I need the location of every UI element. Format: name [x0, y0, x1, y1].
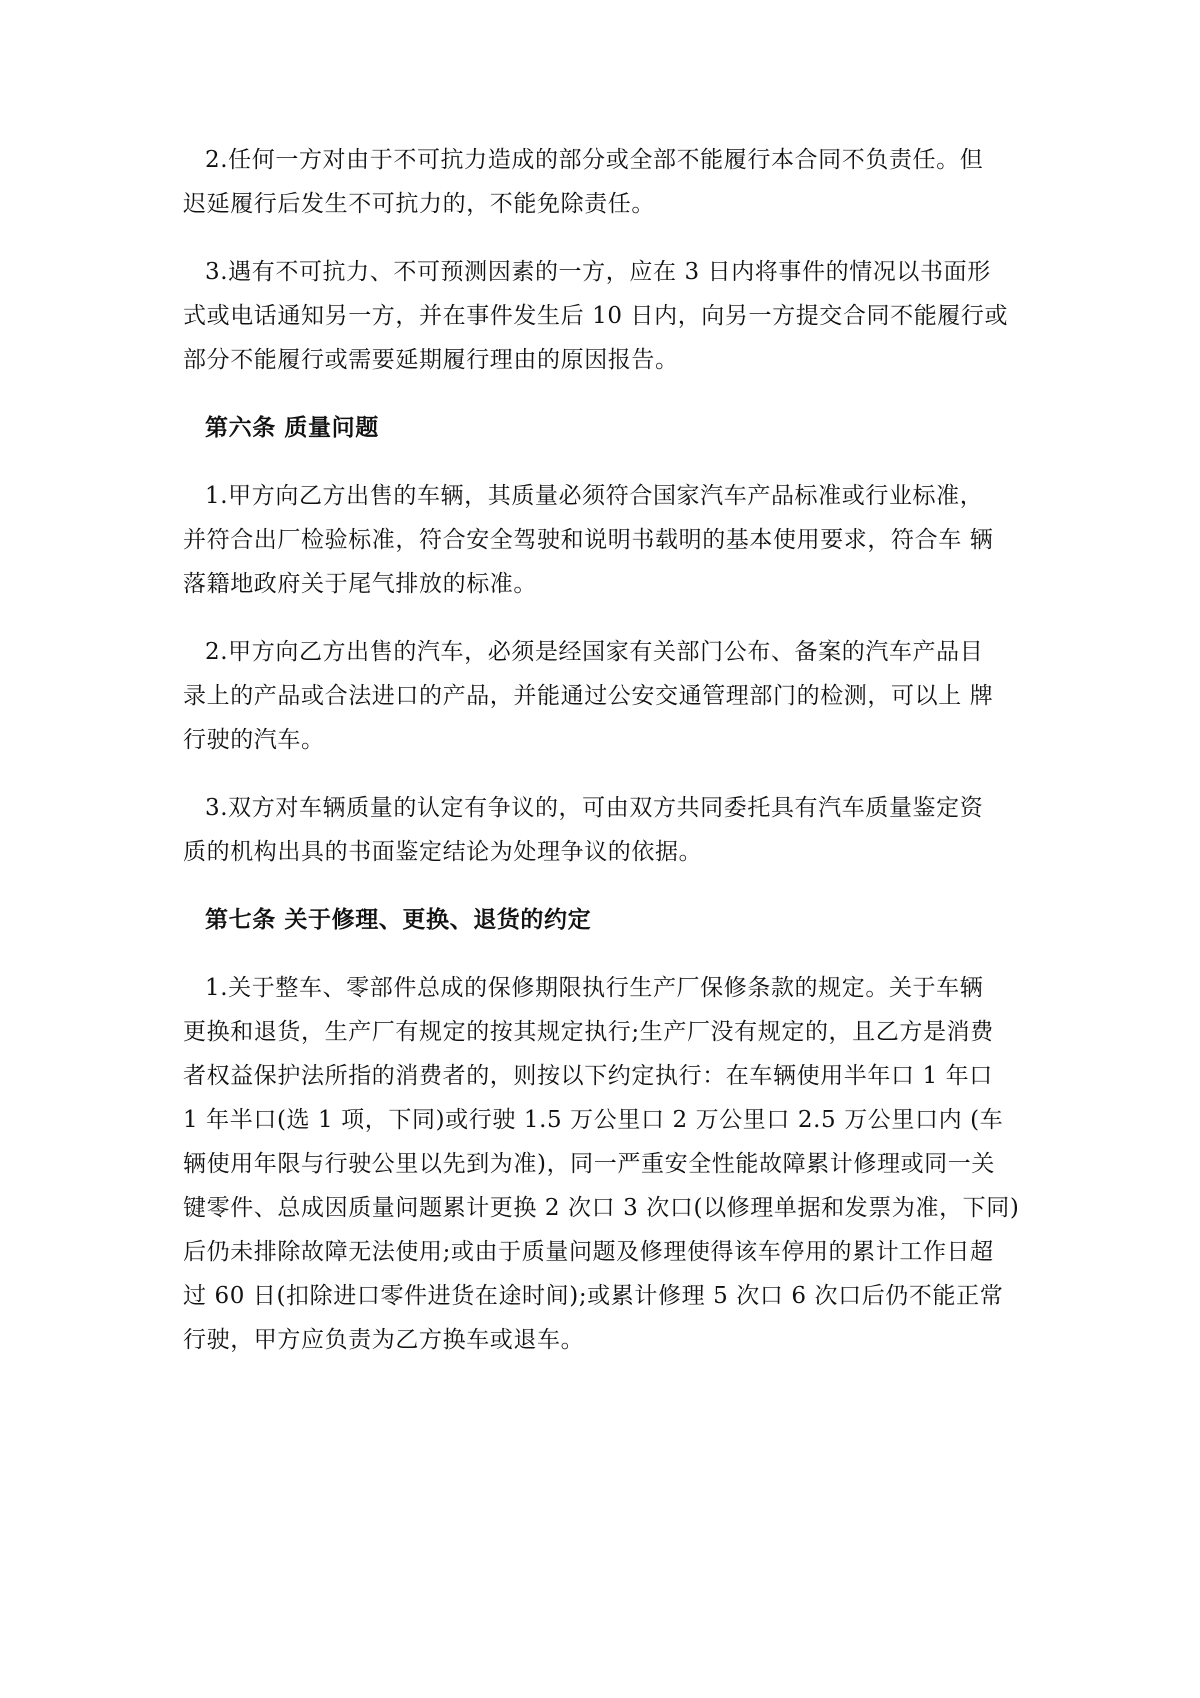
- text-line: 迟延履行后发生不可抗力的，不能免除责任。: [183, 191, 655, 217]
- para-quality-3: [183, 786, 1043, 874]
- text-line: 并符合出厂检验标准，符合安全驾驶和说明书载明的基本使用要求，符合车 辆: [183, 527, 994, 553]
- text-line: 1.甲方向乙方出售的车辆，其质量必须符合国家汽车产品标准或行业标准，: [205, 483, 984, 509]
- text-line: 者权益保护法所指的消费者的，则按以下约定执行：在车辆使用半年口 1 年口: [183, 1063, 993, 1089]
- text-line: 行驶的汽车。: [183, 727, 325, 753]
- para-force-majeure-3: [183, 250, 1043, 382]
- text-line: 录上的产品或合法进口的产品，并能通过公安交通管理部门的检测，可以上 牌: [183, 683, 994, 709]
- article-7-heading: [183, 898, 1043, 942]
- document-body: [183, 138, 1043, 1386]
- text-line: 2.甲方向乙方出售的汽车，必须是经国家有关部门公布、备案的汽车产品目: [205, 639, 984, 665]
- text-line: 1.关于整车、零部件总成的保修期限执行生产厂保修条款的规定。关于车辆: [205, 975, 984, 1001]
- text-line: 3.双方对车辆质量的认定有争议的，可由双方共同委托具有汽车质量鉴定资: [205, 795, 984, 821]
- text-line: 键零件、总成因质量问题累计更换 2 次口 3 次口(以修理单据和发票为准，下同): [183, 1195, 1020, 1221]
- text-line: 第七条 关于修理、更换、退货的约定: [205, 907, 592, 933]
- para-quality-2: [183, 630, 1043, 762]
- text-line: 1 年半口(选 1 项，下同)或行驶 1.5 万公里口 2 万公里口 2.5 万公里口内 (车: [183, 1107, 1004, 1133]
- para-quality-1: [183, 474, 1043, 606]
- text-line: 更换和退货，生产厂有规定的按其规定执行;生产厂没有规定的，且乙方是消费: [183, 1019, 994, 1045]
- text-line: 辆使用年限与行驶公里以先到为准)，同一严重安全性能故障累计修理或同一关: [183, 1151, 995, 1177]
- text-line: 质的机构出具的书面鉴定结论为处理争议的依据。: [183, 839, 703, 865]
- article-6-heading: [183, 406, 1043, 450]
- text-line: 第六条 质量问题: [205, 415, 379, 441]
- para-repair-1: [183, 966, 1043, 1362]
- text-line: 落籍地政府关于尾气排放的标准。: [183, 571, 537, 597]
- para-force-majeure-2: [183, 138, 1043, 226]
- text-line: 行驶，甲方应负责为乙方换车或退车。: [183, 1327, 585, 1353]
- text-line: 式或电话通知另一方，并在事件发生后 10 日内，向另一方提交合同不能履行或: [183, 303, 1009, 329]
- text-line: 2.任何一方对由于不可抗力造成的部分或全部不能履行本合同不负责任。但: [205, 147, 984, 173]
- text-line: 后仍未排除故障无法使用;或由于质量问题及修理使得该车停用的累计工作日超: [183, 1239, 994, 1265]
- text-line: 部分不能履行或需要延期履行理由的原因报告。: [183, 347, 679, 373]
- text-line: 过 60 日(扣除进口零件进货在途时间);或累计修理 5 次口 6 次口后仍不能正常: [183, 1283, 1004, 1309]
- text-line: 3.遇有不可抗力、不可预测因素的一方，应在 3 日内将事件的情况以书面形: [205, 259, 991, 285]
